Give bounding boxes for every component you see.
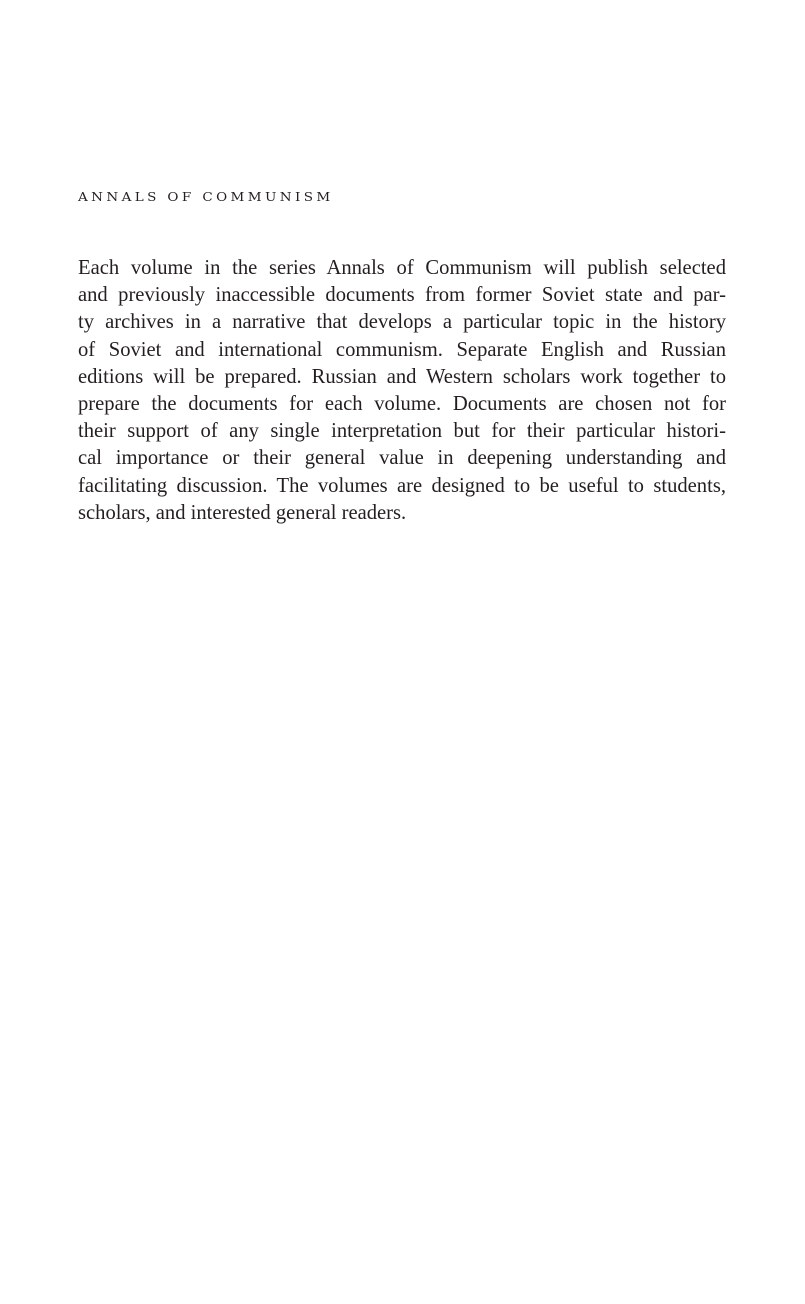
- series-title: ANNALS OF COMMUNISM: [78, 189, 334, 205]
- description-line: of Soviet and international communism. Separate English and Russian: [78, 338, 726, 361]
- description-line: facilitating discussion. The volumes are designed to be useful to students,: [78, 474, 726, 497]
- description-line: ty archives in a narrative that develops a particular topic in the history: [78, 311, 726, 334]
- series-description: [78, 255, 726, 527]
- description-line: their support of any single interpretation but for their particular histori-: [78, 420, 726, 443]
- description-line: prepare the documents for each volume. Documents are chosen not for: [78, 392, 726, 415]
- description-line: and previously inaccessible documents from former Soviet state and par-: [78, 284, 726, 307]
- description-line: cal importance or their general value in deepening understanding and: [78, 447, 726, 470]
- description-line: editions will be prepared. Russian and Western scholars work together to: [78, 365, 726, 388]
- description-line: scholars, and interested general readers.: [78, 501, 407, 524]
- description-line: Each volume in the series Annals of Communism will publish selected: [78, 257, 726, 279]
